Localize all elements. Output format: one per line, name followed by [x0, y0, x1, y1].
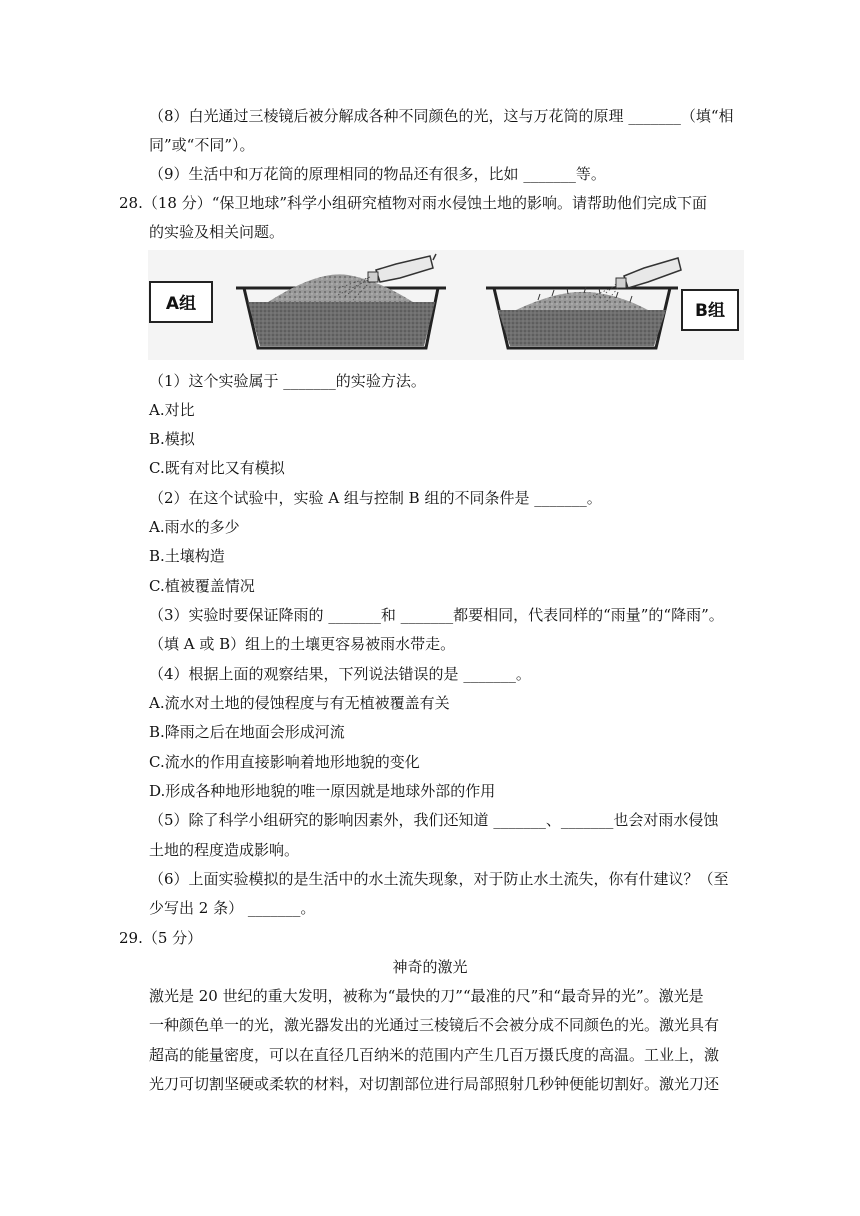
- sub-q4-option-b: B.降雨之后在地面会形成河流: [149, 723, 345, 741]
- sub-q3-line-2: （填 A 或 B）组上的土壤更容易被雨水带走。: [149, 635, 456, 653]
- sub-q1-option-c: C.既有对比又有模拟: [149, 459, 285, 477]
- q8-line-2: 同”或“不同”）。: [149, 136, 255, 154]
- sub-q1: （1）这个实验属于 _______的实验方法。: [149, 372, 426, 390]
- sub-q1-option-a: A.对比: [149, 401, 195, 419]
- sub-q4: （4）根据上面的观察结果，下列说法错误的是 _______。: [149, 665, 531, 683]
- group-b-label: B组: [695, 301, 725, 321]
- sub-q4-option-c: C.流水的作用直接影响着地形地貌的变化: [149, 753, 420, 771]
- q29-heading: 29.（5 分）: [119, 929, 203, 947]
- passage-line-1: 激光是 20 世纪的重大发明，被称为“最快的刀”“最准的尺”和“最奇异的光”。激光是: [149, 987, 704, 1005]
- experiment-figure: [148, 250, 744, 360]
- sub-q4-option-a: A.流水对土地的侵蚀程度与有无植被覆盖有关: [149, 694, 450, 712]
- q28-heading: 28.（18 分）“保卫地球”科学小组研究植物对雨水侵蚀土地的影响。请帮助他们完成下面: [119, 194, 708, 212]
- sub-q6-line-2: 少写出 2 条） _______。: [149, 899, 316, 917]
- sub-q5-line-1: （5）除了科学小组研究的影响因素外，我们还知道 _______、_______也会对雨水侵蚀: [149, 811, 719, 829]
- group-a-label: A组: [165, 294, 197, 314]
- passage-line-2: 一种颜色单一的光，激光器发出的光通过三棱镜后不会被分成不同颜色的光。激光具有: [149, 1016, 720, 1034]
- passage-title: 神奇的激光: [392, 958, 468, 976]
- sub-q2: （2）在这个试验中，实验 A 组与控制 B 组的不同条件是 _______。: [149, 489, 602, 507]
- q9-line: （9）生活中和万花筒的原理相同的物品还有很多，比如 _______等。: [149, 165, 606, 183]
- sub-q2-option-a: A.雨水的多少: [149, 518, 240, 536]
- sub-q4-option-d: D.形成各种地形地貌的唯一原因就是地球外部的作用: [149, 782, 496, 800]
- passage-line-3: 超高的能量密度，可以在直径几百纳米的范围内产生几百万摄氏度的高温。工业上，激: [149, 1046, 720, 1064]
- sub-q5-line-2: 土地的程度造成影响。: [149, 841, 300, 859]
- sub-q1-option-b: B.模拟: [149, 430, 195, 448]
- passage-line-4: 光刀可切割坚硬或柔软的材料，对切割部位进行局部照射几秒钟便能切割好。激光刀还: [149, 1075, 720, 1093]
- q28-heading-cont: 的实验及相关问题。: [149, 223, 285, 241]
- sub-q2-option-c: C.植被覆盖情况: [149, 577, 255, 595]
- q8-line-1: （8）白光通过三棱镜后被分解成各种不同颜色的光，这与万花筒的原理 _______（填“相: [149, 107, 734, 125]
- sub-q3-line-1: （3）实验时要保证降雨的 _______和 _______都要相同，代表同样的“雨量”的“降雨”。: [149, 606, 724, 624]
- sub-q2-option-b: B.土壤构造: [149, 547, 225, 565]
- group-b-label-box: [682, 290, 738, 330]
- group-a-label-box: [150, 282, 212, 322]
- sub-q6-line-1: （6）上面实验模拟的是生活中的水土流失现象，对于防止水土流失，你有什建议？（至: [149, 870, 729, 888]
